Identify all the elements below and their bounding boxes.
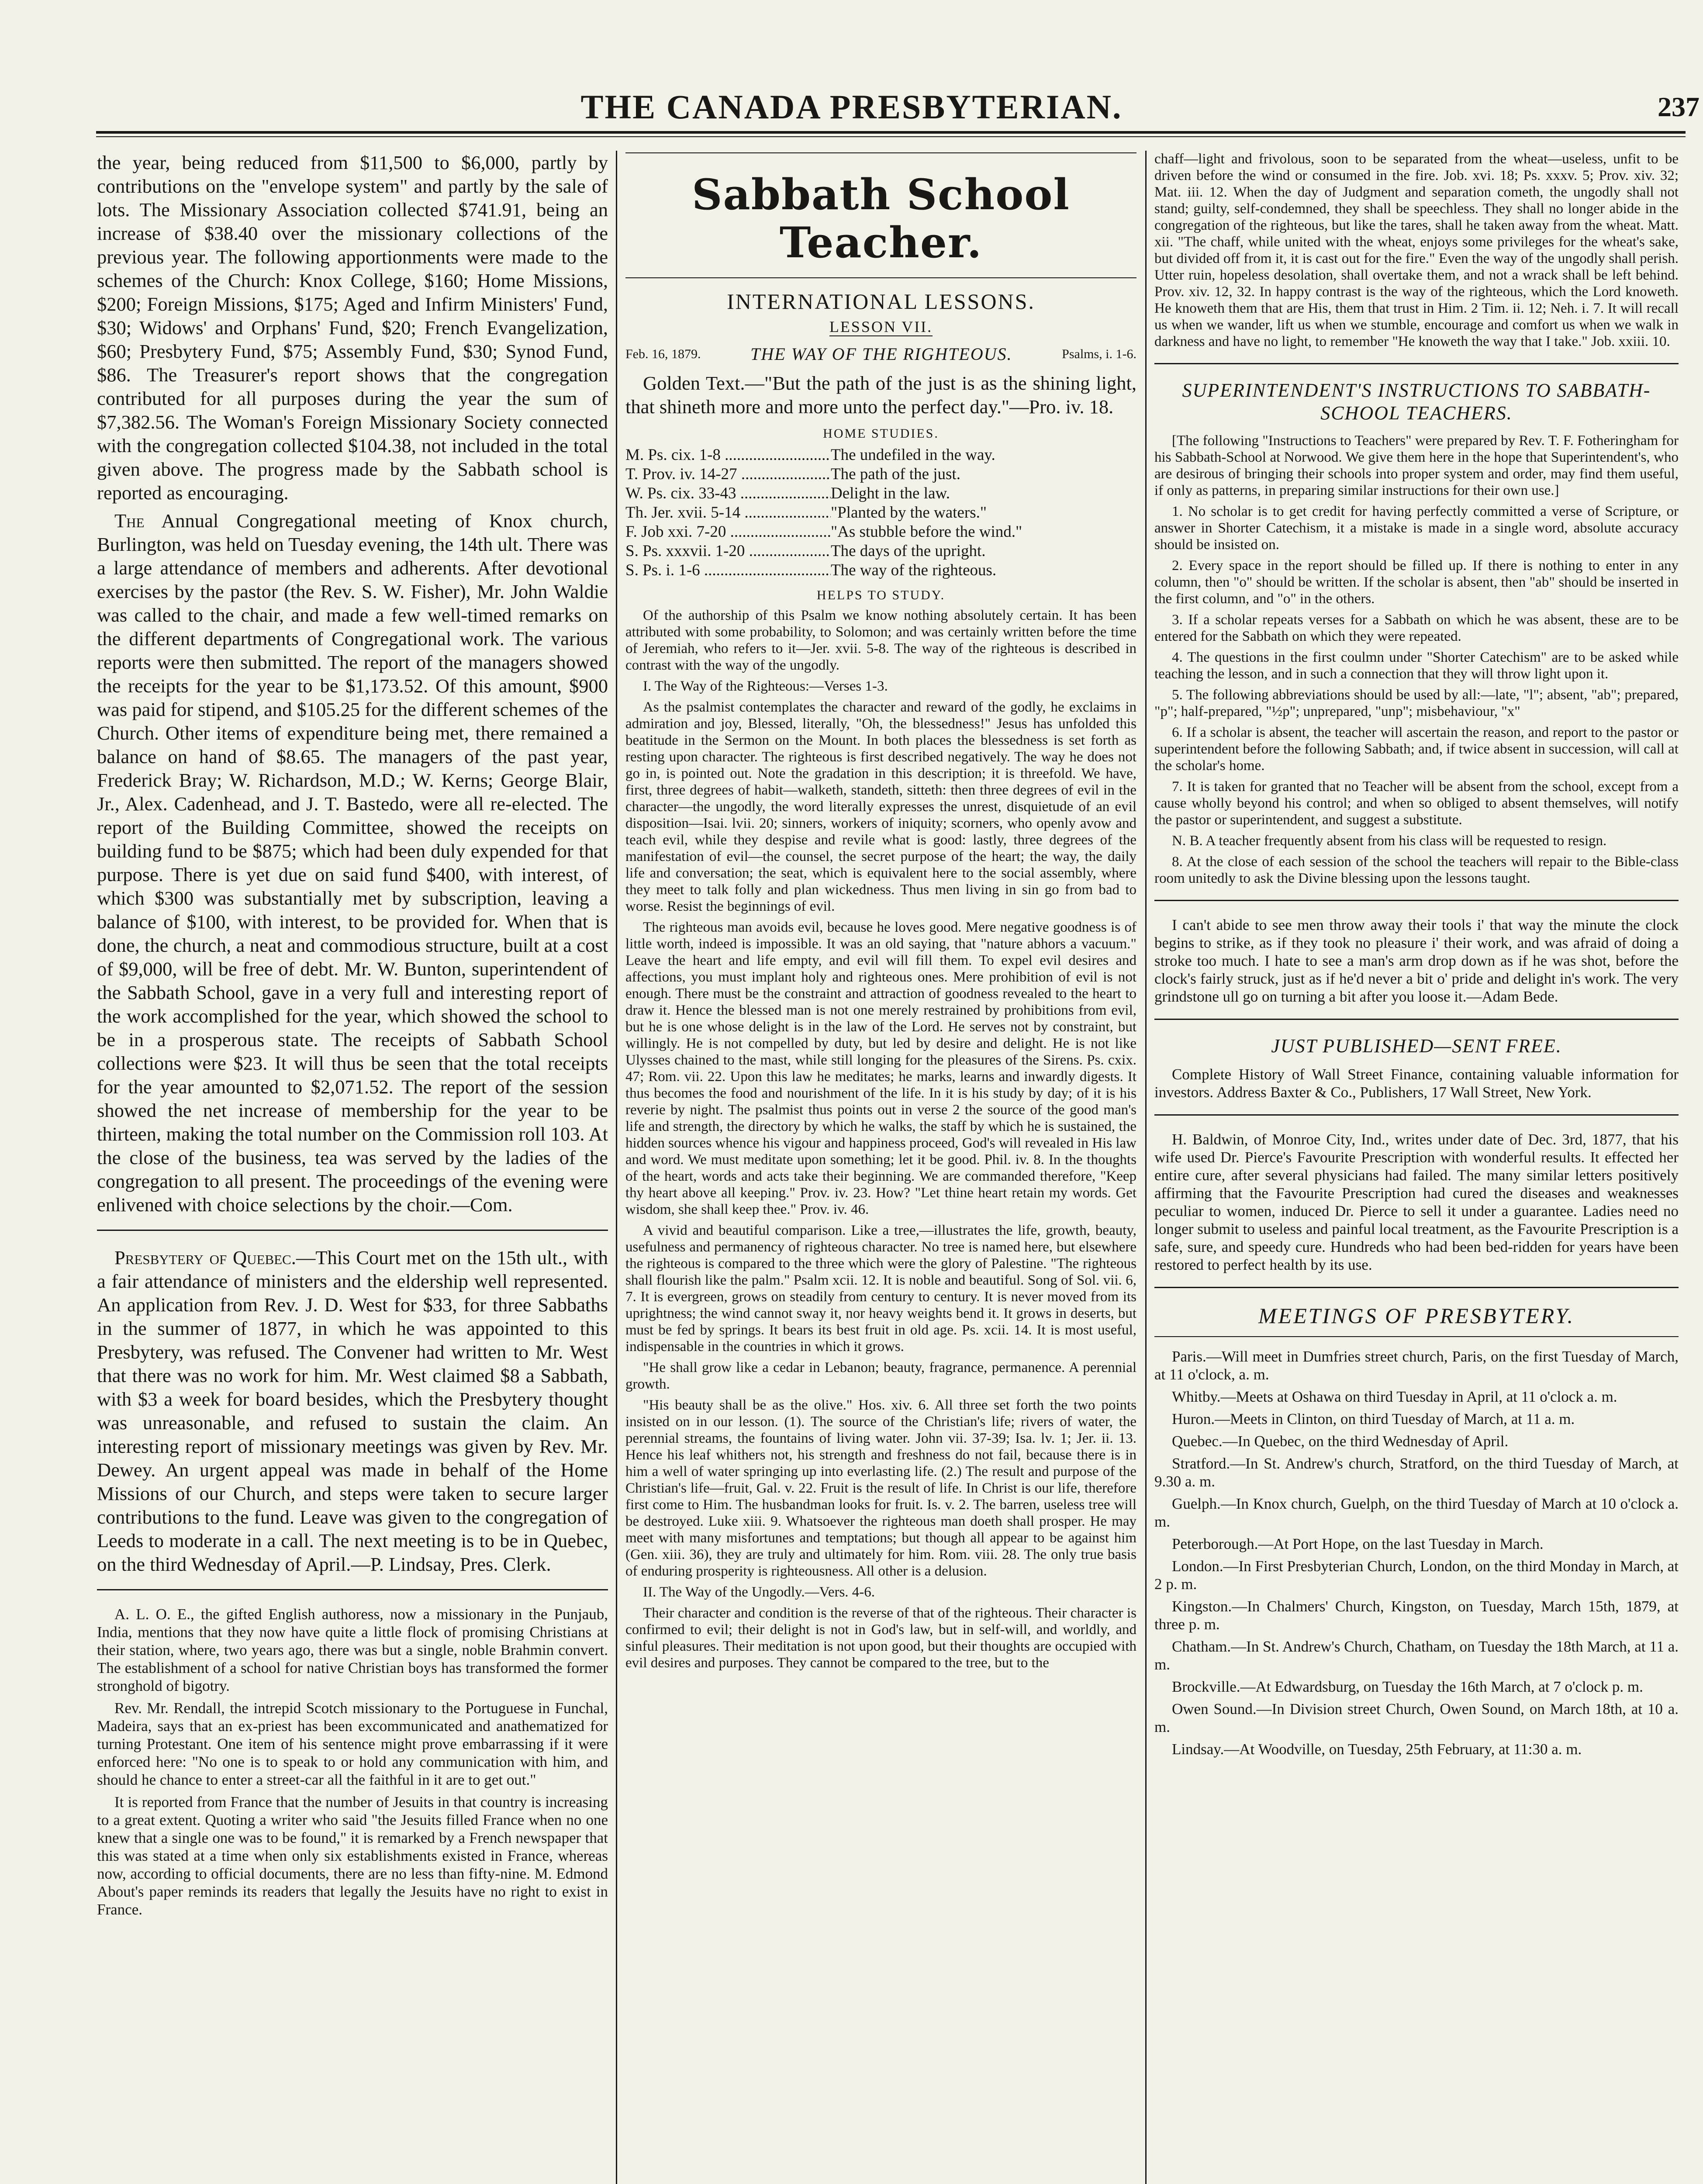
paragraph-missionary-report: the year, being reduced from $11,500 to $6,000, partly by contributions on the "envelope system" and partly by the sale of lots. The Missionary Association collected $741.91, being an increase of $38.40 over the missionary collections of the previous year. The following apportionments were made to the schemes of the Church: Knox College, $160; Home Missions, $200; Foreign Missions, $175; Aged and Infirm Ministers' Fund, $30; Widows' and Orphans' Fund, $20; French Evangelization, $60; Presbytery Fund, $75; Assembly Fund, $30; Synod Fund, $86. The Treasurer's report shows that the congregation contributed for all purposes during the year the sum of $7,382.56. The Woman's Foreign Missionary Society connected with the congregation collected $104.38, not included in the total given above. The progress made by the Sabbath school is reported as encouraging. [97,152,608,504]
list-item: Peterborough.—At Port Hope, on the last Tuesday in March. [1172,1535,1544,1552]
instruction-item: 7. It is taken for granted that no Teacher will be absent from the school, except from a cause wholly beyond his control; and when so obliged to absent themselves, will notify the pastor or superintendent, and suggest a substitute. [1154,779,1679,828]
column-right [1154,151,1679,2184]
meetings-list [1154,1348,1679,1758]
helps-paragraph: "His beauty shall be as the olive." Hos. xiv. 6. All three set forth the two points insisted on in our lesson. (1). The source of the Christian's life; rivers of water, the perennial streams, the fountains of living water. John vii. 37-39; Isa. lv. 1; Jer. ii. 13. Hence his leaf whithers not, his strength and freshness do not fail, because there is in him a well of water springing up into everlasting life. (2.) The result and purpose of the Christian's life—fruit, Gal. v. 22. Fruit is the result of life. In Christ is our life, therefore first come to Him. The husbandman looks for fruit. Is. v. 2. The barren, useless tree will be destroyed. Luke xiii. 9. Whatsoever the righteous man doeth shall prosper. He may meet with many misfortunes and temptations; but though all appear to be against him (Gen. xiii. 36), they are truly and ultimately for him. Rom. viii. 28. The only true basis of enduring prosperity is righteousness. All other is a delusion. [625,1397,1136,1579]
helps-paragraph: "He shall grow like a cedar in Lebanon; beauty, fragrance, permanence. A perennial growth. [625,1360,1136,1392]
lesson-continuation: chaff—light and frivolous, soon to be separated from the wheat—useless, unfit to be driven before the wind or consumed in the fire. Job. xvi. 18; Ps. xxxv. 5; Prov. xiv. 32; Mat. iii. 12. When the day of Judgment and separation cometh, the ungodly shall not stand; guilty, self-condemned, they shall be speechless. They shall no longer abide in the congregation of the righteous, but like the tares, shall he taken away from the wheat. Matt. xii. "The chaff, while united with the wheat, enjoys some privileges for the wheat's sake, but divided off from it, it is cast out for the fire." Even the way of the ungodly shall perish. Utter ruin, hopeless desolation, shall overtake them, and not a wrack shall be left behind. Prov. xiv. 12, 32. In happy contrast is the way of the righteous, which the Lord knoweth. He knoweth them that are His, them that trust in Him. 2 Tim. ii. 12; Neh. i. 7. It will recall us when we wander, lift us when we stumble, encourage and comfort us when we walk in darkness and have no light, to remember "He knoweth the way that I take." Job. xxiii. 10. [1154,151,1679,349]
adam-bede-quote: I can't abide to see men throw away their tools i' that way the minute the clock begins to strike, as if they took no pleasure i' their work, and was afraid of doing a stroke too much. I hate to see a man's arm drop down as if he was shot, before the clock's fairly struck, just as if he'd never a bit o' pride and delight in's work. The very grindstone ull go on turning a bit after you loose it.—Adam Bede. [1154,916,1679,1005]
lesson-title: THE WAY OF THE RIGHTEOUS. [750,344,1012,364]
section-rule [1154,1287,1679,1288]
helps-paragraph: Of the authorship of this Psalm we know nothing absolutely certain. It has been attributed with some probability, to Solomon; and was certainly written before the time of Jeremiah, who refers to it—Jer. xvii. 5-8. The way of the righteous is described in contrast with the way of the ungodly. [625,608,1136,673]
list-item: S. Ps. i. 1-6 ..... The way of the righteous. [625,561,1136,580]
meetings-heading: MEETINGS OF PRESBYTERY. [1258,1303,1575,1328]
list-item: Lindsay.—At Woodville, on Tuesday, 25th February, at 11:30 a. m. [1172,1741,1582,1758]
list-item: Whitby.—Meets at Oshawa on third Tuesday in April, at 11 o'clock a. m. [1172,1388,1617,1405]
instruction-item: 3. If a scholar repeats verses for a Sabbath on which he was absent, these are to be entered for the Sabbath on which they were repeated. [1154,612,1679,644]
column-divider-2 [1145,151,1147,2184]
section-rule [1154,1336,1679,1337]
list-item: Quebec.—In Quebec, on the third Wednesday of April. [1172,1433,1509,1450]
list-item: Brockville.—At Edwardsburg, on Tuesday the 16th March, at 7 o'clock p. m. [1172,1678,1643,1695]
list-item: Th. Jer. xvii. 5-14 ..... "Planted by the waters." [625,503,1136,522]
helps-paragraph: Their character and condition is the reverse of that of the righteous. Their character is confirmed to evil; their delight is not in God's law, but in self-will, and worldly, and sinful pleasures. Their meditation is not upon good, but their thoughts are occupied with evil desires and purposes. They cannot be compared to the tree, but to the [625,1605,1136,1671]
paragraph-jesuits: It is reported from France that the number of Jesuits in that country is increasing to a great extent. Quoting a writer who said "the Jesuits filled France when no one knew that a single one was to be found," it is remarked by a French newspaper that this was stated at a time when only six establishments existed in France, whereas now, according to official documents, there are no less than fifty-nine. M. Edmond About's paper reminds its readers that legally the Jesuits have no right to exist in France. [97,1794,608,1918]
helps-paragraph: A vivid and beautiful comparison. Like a tree,—illustrates the life, growth, beauty, usefulness and permanency of righteous character. No tree is named here, but elsewhere the righteous is compared to the three which were the glory of Palestine. "The righteous shall flourish like the palm." Psalm xcii. 12. It is noble and beautiful. Song of Sol. vii. 6, 7. It is evergreen, grows on steadily from century to century. It is never moved from its uprightness; the wind cannot sway it, nor heavy weights bend it. It grows in deserts, but must be fed by springs. It bears its best fruit in old age. Ps. xcii. 14. It is most useful, indispensable in the countries in which it grows. [625,1223,1136,1355]
lesson-title-row [625,344,1136,364]
lesson-number [625,318,1136,336]
section-title-sabbath-school: Sabbath School Teacher. [692,170,1070,267]
page-number: 237 [1658,91,1700,122]
home-studies-list [625,446,1136,580]
masthead [0,0,1703,144]
list-item: Kingston.—In Chalmers' Church, Kingston, on Tuesday, March 15th, 1879, at three p. m. [1154,1598,1679,1633]
list-item: Guelph.—In Knox church, Guelph, on the third Tuesday of March at 10 o'clock a. m. [1154,1495,1679,1530]
list-item: London.—In First Presbyterian Church, London, on the third Monday in March, at 2 p. m. [1154,1558,1679,1593]
paragraph-presbytery-quebec [97,1246,608,1576]
instruction-item: 5. The following abbreviations should be used by all:—late, "l"; absent, "ab"; prepared, "p"; half-prepared, "½p"; unprepared, "unp"; misbehaviour, "x" [1154,687,1679,719]
masthead-rule-thin [96,136,1686,137]
section-rule [97,1589,608,1590]
lead-word: The [114,510,145,532]
instruction-item: 2. Every space in the report should be filled up. If there is nothing to enter in any column, then "o" should be written. If the scholar is absent, then "ab" should be inserted in the first column, and "o" in the others. [1154,558,1679,607]
lesson-date: Feb. 16, 1879. [625,346,701,361]
column-divider-1 [616,151,617,2184]
column-middle [625,151,1136,2184]
list-item: Paris.—Will meet in Dumfries street church, Paris, on the first Tuesday of March, at 11 o'clock, a. m. [1154,1348,1679,1383]
section-rule [1154,1019,1679,1020]
paragraph-aloe: A. L. O. E., the gifted English authoress, now a missionary in the Punjaub, India, mentions that they now have quite a little flock of promising Christians at their station, where, two years ago, there was but a single, noble Brahmin convert. The establishment of a school for native Christian boys has transformed the former stronghold of bigotry. [97,1606,608,1694]
paragraph-knox-burlington [97,509,608,1216]
paragraph-rendall: Rev. Mr. Rendall, the intrepid Scotch missionary to the Portuguese in Funchal, Madeira, says that an ex-priest has been excommunicated and anathematized for turning Protestant. One item of his sentence might prove embarrassing if it were enforced here: "No one is to speak to or hold any communication with him, and should he chance to enter a street-car all the faithful in it are to get out." [97,1700,608,1788]
list-item: S. Ps. xxxvii. 1-20 ..... The days of the upright. [625,542,1136,561]
instruction-item: 6. If a scholar is absent, the teacher will ascertain the reason, and report to the pastor or superintendent before the following Sabbath; and, if twice absent in succession, will call at the scholar's home. [1154,725,1679,774]
paragraph-text: —This Court met on the 15th ult., with a fair attendance of ministers and the eldership well represented. An application from Rev. J. D. West for $33, for three Sabbaths in the summer of 1877, in which he was appointed to this Presbytery, was refused. The Convener had written to Mr. West that there was no work for him. Mr. West claimed $8 a Sabbath, with $3 a week for board besides, which the Presbytery thought was unreasonable, and refused to sustain the claim. An interesting report of missionary meetings was given by Rev. Mr. Dewey. An urgent appeal was made in behalf of the Home Missions of our Church, and steps were taken to secure larger contributions to the fund. Leave was given to the congregation of Leeds to moderate in a call. The next meeting is to be in Quebec, on the third Wednesday of April.—P. Lindsay, Pres. Clerk. [97,1247,608,1575]
section-rule [625,152,1136,153]
column-left [97,151,608,2184]
lessons-heading: INTERNATIONAL LESSONS. [727,289,1035,314]
list-item: Chatham.—In St. Andrew's Church, Chatham, on Tuesday the 18th March, at 11 a. m. [1154,1638,1679,1673]
list-item: Owen Sound.—In Division street Church, Owen Sound, on March 18th, at 10 a. m. [1154,1700,1679,1735]
helps-subheading: I. The Way of the Righteous:—Verses 1-3. [643,678,888,694]
instruction-note: N. B. A teacher frequently absent from his class will be requested to resign. [1172,833,1607,849]
home-studies-heading: HOME STUDIES. [823,426,939,441]
helps-heading: HELPS TO STUDY. [816,588,946,602]
section-rule [1154,900,1679,901]
list-item: W. Ps. cix. 33-43 ..... Delight in the law. [625,484,1136,503]
list-item: T. Prov. iv. 14-27 ..... The path of the just. [625,465,1136,484]
list-item: F. Job xxi. 7-20 ..... "As stubble before the wind." [625,522,1136,542]
instruction-item: 1. No scholar is to get credit for having perfectly committed a verse of Scripture, or answer in Shorter Catechism, it a mistake is made in a single word, absolute accuracy should be insisted on. [1154,504,1679,553]
just-published-text: Complete History of Wall Street Finance, containing valuable information for investors. Address Baxter & Co., Publishers, 17 Wall Street, New York. [1154,1066,1679,1101]
instruction-item: 4. The questions in the first coulmn under "Shorter Catechism" are to be asked while teaching the lesson, and in such a connection that they will throw light upon it. [1154,650,1679,682]
golden-text: Golden Text.—"But the path of the just is as the shining light, that shineth more and more unto the perfect day."—Pro. iv. 18. [625,372,1136,418]
lead-word: Presbytery of Quebec. [114,1247,296,1268]
helps-paragraph: As the psalmist contemplates the character and reward of the godly, he exclaims in admiration and joy, Blessed, literally, "Oh, the blessedness!" Jesus has unfolded this beatitude in the Sermon on the Mount. In both places the blessedness is set forth as resting upon character. The righteous is first described negatively. The way he does not go in, is pointed out. Note the gradation in this description; it is threefold. We have, first, three degrees of habit—walketh, standeth, sitteth: then three degrees of evil in the character—the ungodly, the word literally expresses the unrest, disquietude of an evil disposition—Isai. lvii. 20; sinners, workers of iniquity; scorners, who openly avow and teach evil, while they despise and revile what is good: lastly, three degrees of the manifestation of evil—the counsel, the secret purpose of the heart; the way, the daily life and conversation; the seat, which is equivalent here to the social assembly, where they meet to talk folly and plan wickedness. Thus men living in sin go from bad to worse. Resist the beginnings of evil. [625,699,1136,914]
just-published-heading: JUST PUBLISHED—SENT FREE. [1271,1035,1562,1057]
paragraph-text: Annual Congregational meeting of Knox church, Burlington, was held on Tuesday evening, the 14th ult. There was a large attendance of members and adherents. After devotional exercises by the pastor (the Rev. S. W. Fisher), Mr. John Waldie was called to the chair, and made a few well-timed remarks on the different departments of Congregational work. The various reports were then submitted. The report of the managers showed the receipts for the year to be $1,173.52. Of this amount, $900 was paid for stipend, and $105.25 for the different schemes of the Church. Other items of expenditure being met, there remained a balance on hand of $8.65. The managers of the past year, Frederick Bray; W. Richardson, M.D.; W. Kerns; George Blair, Jr., Alex. Cadenhead, and J. T. Bastedo, were all re-elected. The report of the Building Committee, showed the receipts on building fund to be $875; which had been duly expended for that purpose. There is yet due on said fund $400, with interest, of which $300 was substantially met by subscription, leaving a balance of $100, with interest, to be provided for. When that is done, the church, a neat and commodious structure, built at a cost of $9,000, will be free of debt. Mr. W. Bunton, superintendent of the Sabbath School, gave in a very full and interesting report of the work accomplished for the year, which showed the school to be in a prosperous state. The receipts of Sabbath School collections were $23. It will thus be seen that the total receipts for the year amounted to $2,071.52. The report of the session showed the net increase of membership for the year to be thirteen, making the total number on the Commission roll 103. At the close of the business, tea was served by the ladies of the congregation to all present. The proceedings of the evening were enlivened with choice selections by the choir.—Com. [97,510,608,1216]
baldwin-notice: H. Baldwin, of Monroe City, Ind., writes under date of Dec. 3rd, 1877, that his wife used Dr. Pierce's Favourite Prescription with wonderful results. It effected her entire cure, after several physicians had failed. The many similar letters positively affirming that the Favourite Prescription had cured the diseases and weaknesses peculiar to women, induced Dr. Pierce to sell it under a guarantee. Ladies need no longer submit to useless and painful local treatment, as the Favourite Prescription is a safe, sure, and speedy cure. Hundreds who had been bed-ridden for years have been restored to perfect health by its use. [1154,1131,1679,1273]
section-rule [625,277,1136,278]
newspaper-title: THE CANADA PRESBYTERIAN. [580,88,1123,126]
instruction-item: 8. At the close of each session of the school the teachers will repair to the Bible-class room unitedly to ask the Divine blessing upon the lessons taught. [1154,854,1679,886]
helps-subheading: II. The Way of the Ungodly.—Vers. 4-6. [643,1584,875,1600]
lesson-number-text: LESSON VII. [829,318,933,335]
instructions-intro: [The following "Instructions to Teachers" were prepared by Rev. T. F. Fotheringham for his Sabbath-School at Norwood. We give them here in the hope that Superintendent's, who are desirous of bringing their schools into proper system and order, may find them useful, if only as patterns, in preparing similar instructions for their own use.] [1154,433,1679,498]
section-rule [1154,363,1679,364]
section-rule [1154,1114,1679,1116]
section-rule [97,1230,608,1231]
list-item: M. Ps. cix. 1-8 ..... The undefiled in the way. [625,446,1136,465]
lesson-reference: Psalms, i. 1-6. [1062,346,1136,361]
masthead-rule [96,131,1686,134]
helps-paragraph: The righteous man avoids evil, because he loves good. Mere negative goodness is of little worth, indeed is impossible. It was an old saying, that "nature abhors a vacuum." Leave the heart and life empty, and evil will fill them. To expel evil desires and affections, you must implant holy and righteous ones. Mere prohibition of evil is not enough. There must be the constraint and attraction of goodness revealed to the heart to draw it. Hence the blessed man is not one merely restrained by prohibitions from evil, but he is one whose delight is in the law of the Lord. He serves not by constraint, but willingly. He is not compelled by duty, but led by desire and delight. He is not like Ulysses chained to the mast, while still longing for the pleasures of the Sirens. Ps. cxix. 47; Rom. vii. 22. Upon this law he meditates; he marks, learns and inwardly digests. It thus becomes the food and nourishment of the life. In it is his study by day; of it is his reverie by night. The psalmist thus points out in verse 2 the source of the good man's life and strength, the directory by which he walks, the staff by which he is sustained, the hidden sources whence his vigour and happiness proceed, God's will revealed in His law and word. We must meditate upon something; let it be good. Phil. iv. 8. In the thoughts of the heart, words and acts take their beginning. We are commanded therefore, "Keep thy heart above all keeping." Prov. iv. 23. How? "Let thine heart retain my words. Get wisdom, she shall keep thee." Prov. iv. 46. [625,919,1136,1217]
list-item: Stratford.—In St. Andrew's church, Stratford, on the third Tuesday of March, at 9.30 a. m. [1154,1455,1679,1490]
list-item: Huron.—Meets in Clinton, on third Tuesday of March, at 11 a. m. [1172,1410,1575,1427]
instructions-heading: SUPERINTENDENT'S INSTRUCTIONS TO SABBATH-SCHOOL TEACHERS. [1182,380,1651,424]
